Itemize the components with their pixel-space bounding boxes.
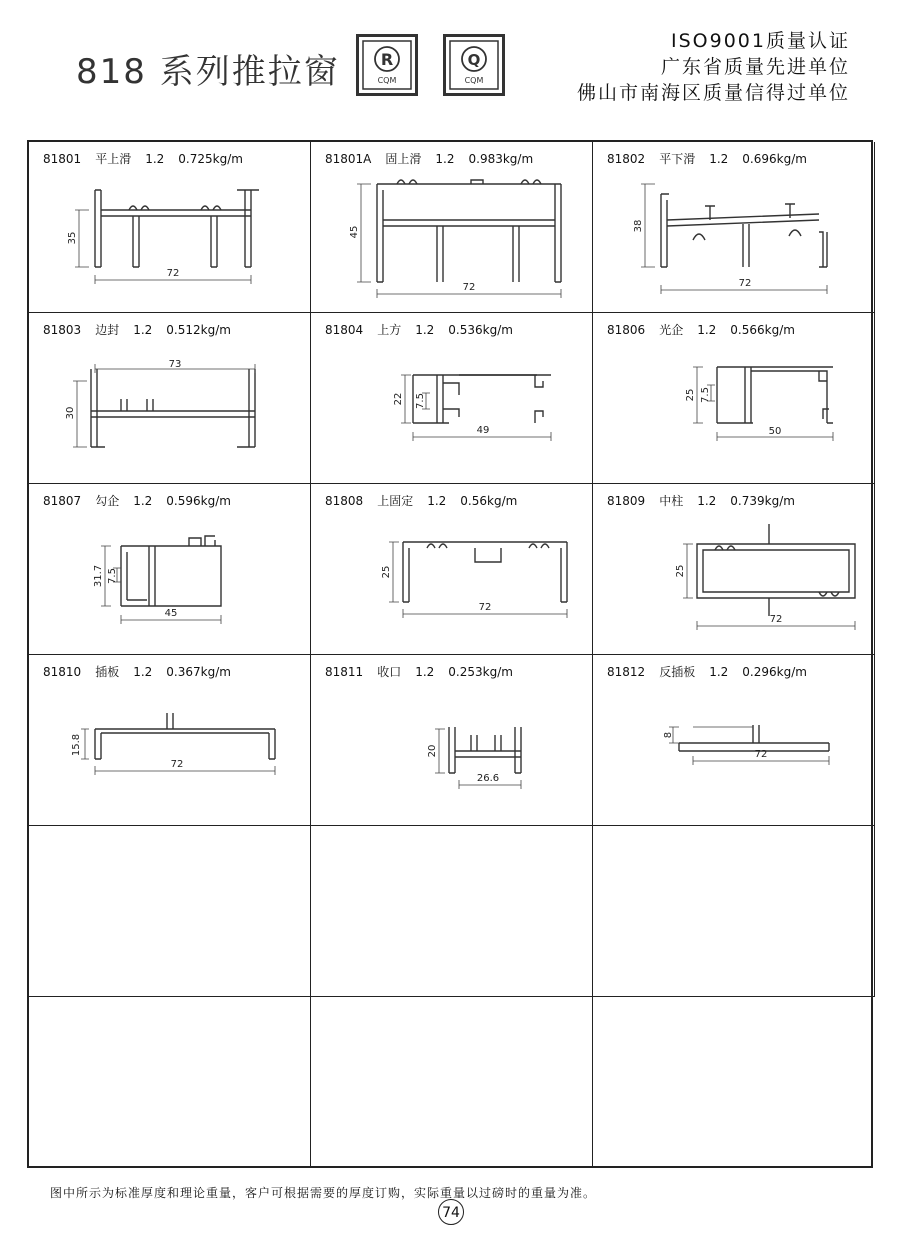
svg-text:72: 72 — [738, 278, 752, 289]
svg-text:31.7: 31.7 — [93, 564, 104, 588]
profile-label: 81802 平下滑 1.2 0.696kg/m — [607, 152, 807, 166]
profile-label: 81807 勾企 1.2 0.596kg/m — [43, 494, 231, 508]
svg-text:45: 45 — [164, 608, 178, 619]
profile-drawing-81807 — [29, 484, 311, 655]
svg-text:49: 49 — [476, 425, 490, 436]
profile-drawing-81801A — [311, 142, 593, 313]
profile-cell-81811 — [311, 655, 593, 826]
profile-label: 81810 插板 1.2 0.367kg/m — [43, 665, 231, 679]
svg-text:7.5: 7.5 — [700, 387, 711, 403]
profile-cell-81801 — [29, 142, 311, 313]
profile-drawing-81812 — [593, 655, 875, 826]
cert-line-iso: ISO9001质量认证 — [671, 30, 850, 52]
profile-drawing-81802 — [593, 142, 875, 313]
profile-cell-81803 — [29, 313, 311, 484]
profile-cell-81809 — [593, 484, 875, 655]
svg-text:25: 25 — [675, 564, 686, 578]
page-number: 74 — [438, 1199, 464, 1225]
svg-text:73: 73 — [168, 359, 182, 370]
profile-cell-81802 — [593, 142, 875, 313]
profile-drawing-81811 — [311, 655, 593, 826]
svg-text:7.5: 7.5 — [415, 393, 426, 409]
svg-text:72: 72 — [478, 602, 492, 613]
svg-text:72: 72 — [754, 749, 768, 760]
profile-drawing-81803 — [29, 313, 311, 484]
series-title: 818 系列推拉窗 — [76, 52, 340, 92]
empty-cell — [311, 997, 593, 1168]
profile-cell-81804 — [311, 313, 593, 484]
logo-a-text: CQM — [377, 76, 397, 85]
svg-text:72: 72 — [769, 614, 783, 625]
profile-cell-81807 — [29, 484, 311, 655]
logo-b-text: CQM — [464, 76, 484, 85]
q-cqm-logo-icon — [446, 37, 502, 93]
svg-text:38: 38 — [633, 219, 644, 233]
svg-text:35: 35 — [67, 231, 78, 245]
cert-line-city: 佛山市南海区质量信得过单位 — [576, 82, 850, 104]
profile-drawing-81806 — [593, 313, 875, 484]
svg-text:22: 22 — [393, 392, 404, 406]
profile-label: 81801 平上滑 1.2 0.725kg/m — [43, 152, 243, 166]
profile-cell-81810 — [29, 655, 311, 826]
profile-label: 81808 上固定 1.2 0.56kg/m — [325, 494, 518, 508]
r-cqm-logo — [356, 34, 418, 96]
profile-drawing-81804 — [311, 313, 593, 484]
profile-drawing-81808 — [311, 484, 593, 655]
svg-text:30: 30 — [65, 406, 76, 420]
empty-cell — [29, 997, 311, 1168]
svg-text:20: 20 — [427, 744, 438, 758]
cert-line-provincial: 广东省质量先进单位 — [660, 56, 850, 78]
svg-text:15.8: 15.8 — [71, 733, 82, 757]
svg-text:50: 50 — [768, 426, 782, 437]
svg-text:Q: Q — [467, 51, 481, 69]
profile-grid — [27, 140, 873, 1168]
svg-text:7.5: 7.5 — [107, 568, 118, 584]
empty-cell — [29, 826, 311, 997]
profile-label: 81809 中柱 1.2 0.739kg/m — [607, 494, 795, 508]
profile-drawing-81810 — [29, 655, 311, 826]
empty-cell — [593, 826, 875, 997]
svg-text:72: 72 — [462, 282, 476, 293]
svg-text:R: R — [380, 50, 394, 69]
profile-cell-81808 — [311, 484, 593, 655]
profile-label: 81811 收口 1.2 0.253kg/m — [325, 665, 513, 679]
profile-label: 81806 光企 1.2 0.566kg/m — [607, 323, 795, 337]
svg-text:72: 72 — [166, 268, 180, 279]
r-cqm-logo-icon — [359, 37, 415, 93]
profile-cell-81812 — [593, 655, 875, 826]
empty-cell — [593, 997, 875, 1168]
profile-cell-81806 — [593, 313, 875, 484]
svg-text:45: 45 — [349, 225, 360, 239]
profile-label: 81804 上方 1.2 0.536kg/m — [325, 323, 513, 337]
empty-cell — [311, 826, 593, 997]
svg-text:25: 25 — [381, 565, 392, 579]
profile-drawing-81801 — [29, 142, 311, 313]
svg-text:72: 72 — [170, 759, 184, 770]
svg-text:26.6: 26.6 — [476, 773, 500, 784]
svg-text:8: 8 — [663, 731, 674, 739]
profile-label: 81803 边封 1.2 0.512kg/m — [43, 323, 231, 337]
svg-text:25: 25 — [685, 388, 696, 402]
profile-label: 81812 反插板 1.2 0.296kg/m — [607, 665, 807, 679]
footer-note: 图中所示为标准厚度和理论重量，客户可根据需要的厚度订购，实际重量以过磅时的重量为准。 — [50, 1186, 597, 1200]
profile-label: 81801A 固上滑 1.2 0.983kg/m — [325, 152, 534, 166]
profile-cell-81801A — [311, 142, 593, 313]
q-cqm-logo — [443, 34, 505, 96]
profile-drawing-81809 — [593, 484, 875, 655]
